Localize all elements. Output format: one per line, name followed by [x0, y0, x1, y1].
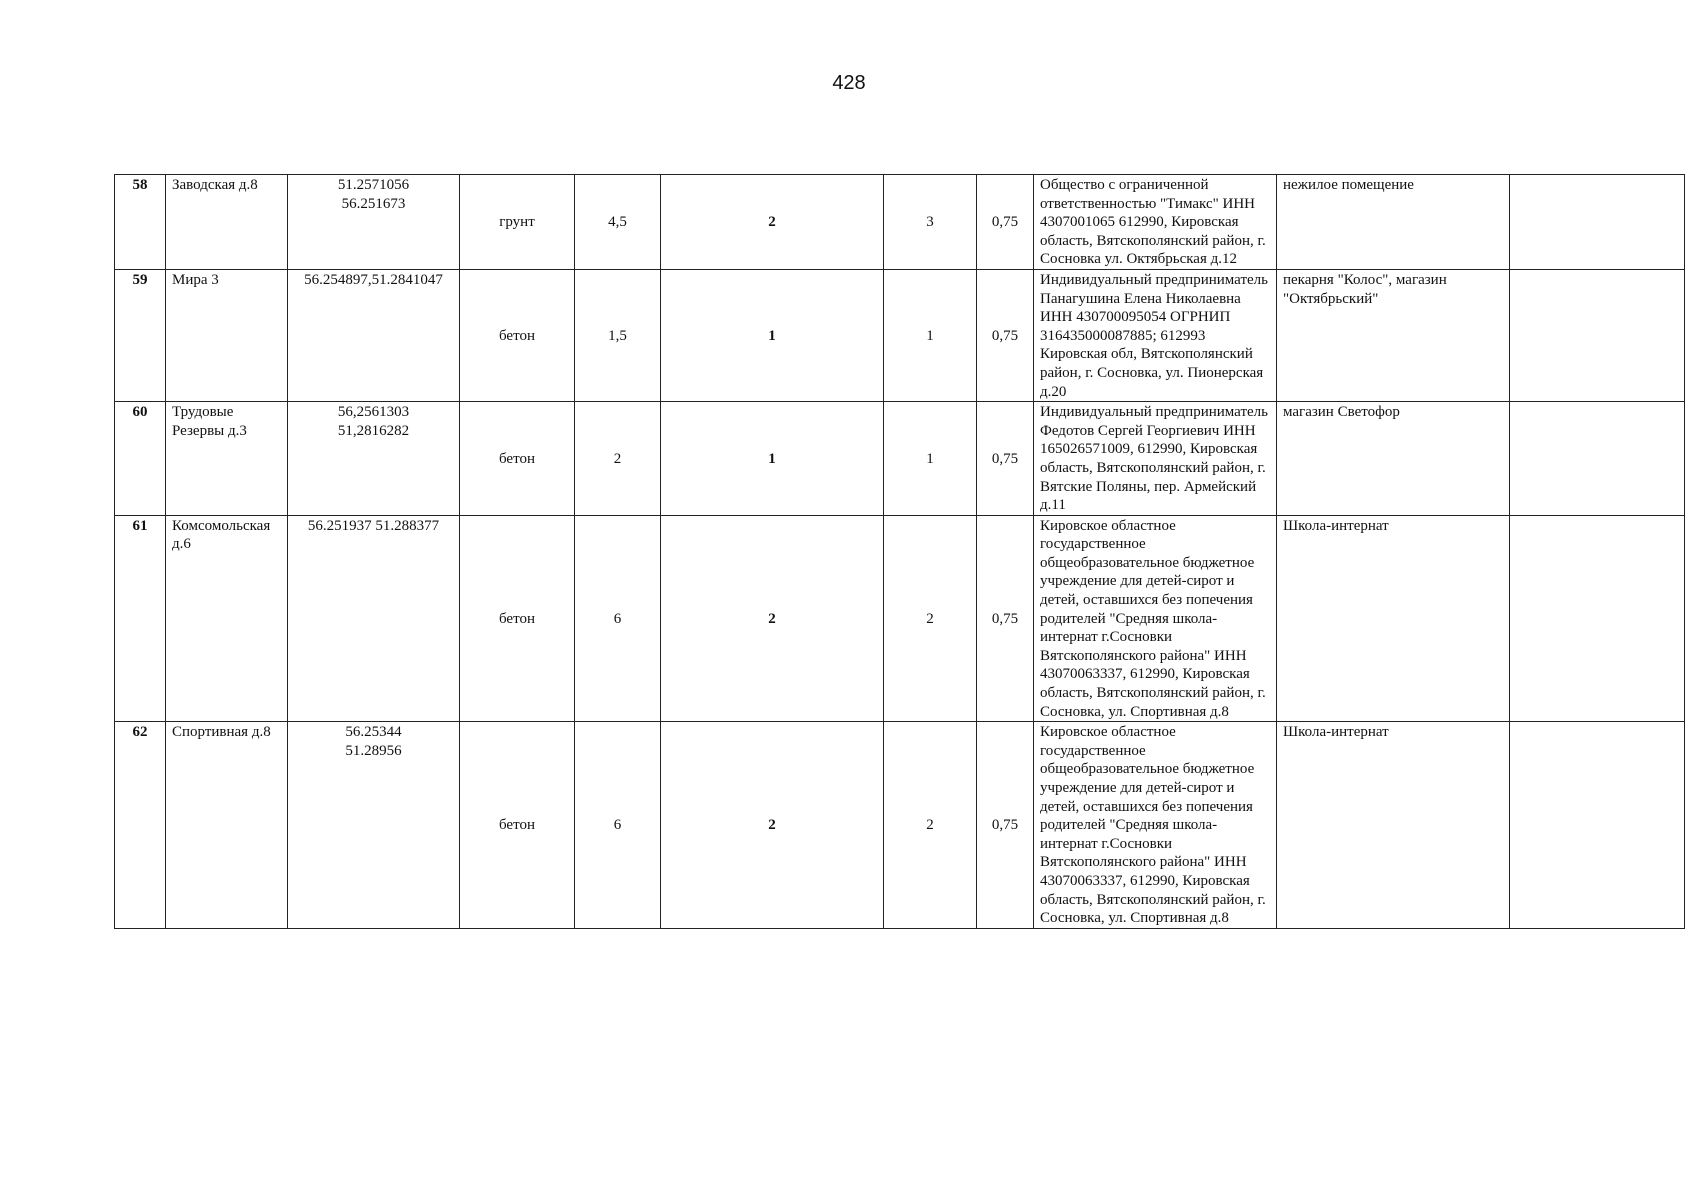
- address-cell: Комсомольская д.6: [166, 515, 288, 722]
- row-number: 62: [115, 722, 166, 929]
- containers-planned-cell: 2: [661, 515, 884, 722]
- row-number: 59: [115, 269, 166, 401]
- table-row: [115, 515, 1685, 722]
- waste-source-cell: нежилое помещение: [1277, 175, 1510, 270]
- note-cell: [1510, 722, 1685, 929]
- containers-count-cell: 2: [884, 722, 977, 929]
- area-cell: 2: [575, 402, 661, 516]
- owner-cell: Общество с ограниченной ответственностью "Тимакс" ИНН 4307001065 612990, Кировская область, Вятскополянский район, г. Сосновка ул. Октябрьская д.12: [1034, 175, 1277, 270]
- containers-planned-cell: 2: [661, 722, 884, 929]
- volume-cell: 0,75: [977, 402, 1034, 516]
- table-row: [115, 175, 1685, 270]
- containers-count-cell: 3: [884, 175, 977, 270]
- address-cell: Заводская д.8: [166, 175, 288, 270]
- surface-cell: бетон: [460, 269, 575, 401]
- area-cell: 4,5: [575, 175, 661, 270]
- page-number: 428: [832, 72, 866, 94]
- containers-planned-cell: 1: [661, 402, 884, 516]
- surface-cell: грунт: [460, 175, 575, 270]
- address-cell: Мира 3: [166, 269, 288, 401]
- volume-cell: 0,75: [977, 175, 1034, 270]
- table-row: [115, 402, 1685, 516]
- note-cell: [1510, 402, 1685, 516]
- area-cell: 6: [575, 722, 661, 929]
- volume-cell: 0,75: [977, 722, 1034, 929]
- waste-source-cell: магазин Светофор: [1277, 402, 1510, 516]
- containers-planned-cell: 2: [661, 175, 884, 270]
- table-row: [115, 722, 1685, 929]
- coordinates-cell: 56.251937 51.288377: [288, 515, 460, 722]
- surface-cell: бетон: [460, 515, 575, 722]
- note-cell: [1510, 175, 1685, 270]
- row-number: 60: [115, 402, 166, 516]
- surface-cell: бетон: [460, 402, 575, 516]
- owner-cell: Кировское областное государственное общеобразовательное бюджетное учреждение для детей-сирот и детей, оставшихся без попечения родителей "Средняя школа-интернат г.Сосновки Вятскополянского района" ИНН 43070063337, 612990, Кировская область, Вятскополянский район, г. Сосновка, ул. Спортивная д.8: [1034, 515, 1277, 722]
- containers-count-cell: 1: [884, 269, 977, 401]
- owner-cell: Индивидуальный предприниматель Панагушина Елена Николаевна ИНН 430700095054 ОГРНИП 316435000087885; 612993 Кировская обл, Вятскополянский район, г. Сосновка, ул. Пионерская д.20: [1034, 269, 1277, 401]
- containers-planned-cell: 1: [661, 269, 884, 401]
- coordinates-cell: 51.2571056 56.251673: [288, 175, 460, 270]
- containers-count-cell: 1: [884, 402, 977, 516]
- owner-cell: Кировское областное государственное общеобразовательное бюджетное учреждение для детей-сирот и детей, оставшихся без попечения родителей "Средняя школа-интернат г.Сосновки Вятскополянского района" ИНН 43070063337, 612990, Кировская область, Вятскополянский район, г. Сосновка, ул. Спортивная д.8: [1034, 722, 1277, 929]
- surface-cell: бетон: [460, 722, 575, 929]
- note-cell: [1510, 515, 1685, 722]
- owner-cell: Индивидуальный предприниматель Федотов Сергей Георгиевич ИНН 165026571009, 612990, Кировская область, Вятскополянский район, г. Вятские Поляны, пер. Армейский д.11: [1034, 402, 1277, 516]
- volume-cell: 0,75: [977, 269, 1034, 401]
- coordinates-cell: 56,2561303 51,2816282: [288, 402, 460, 516]
- address-cell: Спортивная д.8: [166, 722, 288, 929]
- row-number: 58: [115, 175, 166, 270]
- volume-cell: 0,75: [977, 515, 1034, 722]
- coordinates-cell: 56.254897,51.2841047: [288, 269, 460, 401]
- coordinates-cell: 56.25344 51.28956: [288, 722, 460, 929]
- container-sites-table: [114, 174, 1685, 929]
- row-number: 61: [115, 515, 166, 722]
- waste-source-cell: Школа-интернат: [1277, 722, 1510, 929]
- table-body: [115, 175, 1685, 929]
- area-cell: 6: [575, 515, 661, 722]
- table-row: [115, 269, 1685, 401]
- area-cell: 1,5: [575, 269, 661, 401]
- address-cell: Трудовые Резервы д.3: [166, 402, 288, 516]
- waste-source-cell: Школа-интернат: [1277, 515, 1510, 722]
- note-cell: [1510, 269, 1685, 401]
- waste-source-cell: пекарня "Колос", магазин "Октябрьский": [1277, 269, 1510, 401]
- containers-count-cell: 2: [884, 515, 977, 722]
